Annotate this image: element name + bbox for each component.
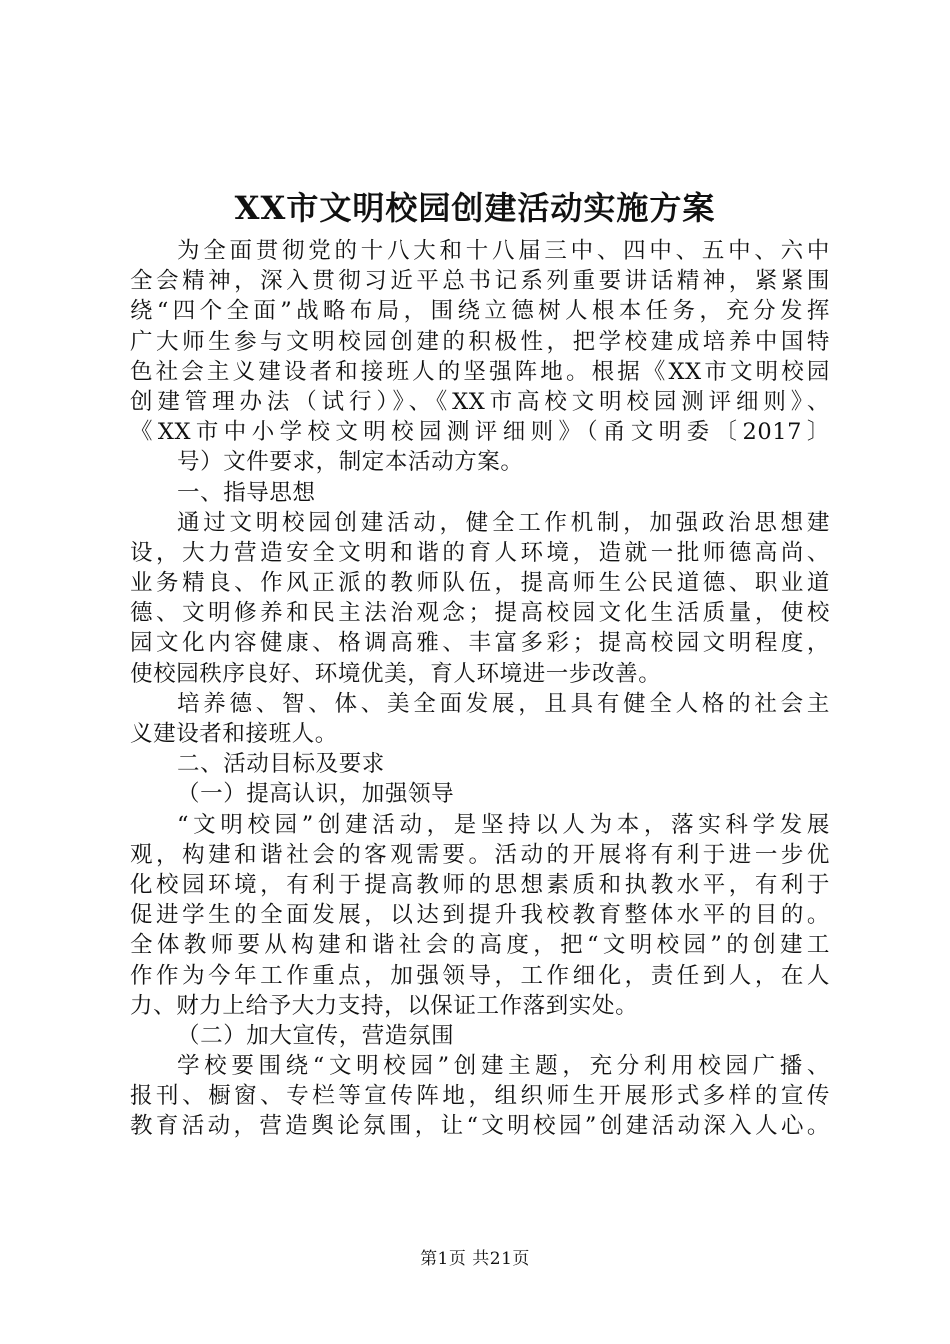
document-title: XX市文明校园创建活动实施方案 [234,189,716,227]
paragraph-line: 使校园秩序良好、环境优美，育人环境进一步改善。 [130,660,662,687]
paragraph-line: 全体教师要从构建和谐社会的高度，把“文明校园”的创建工 [130,932,830,959]
document-body [130,236,830,1142]
paragraph-line: 培养德、智、体、美全面发展，且具有健全人格的社会主 [177,690,830,717]
paragraph-line: 作作为今年工作重点，加强领导，工作细化，责任到人，在人 [130,962,830,989]
paragraph-line: 观，构建和谐社会的客观需要。活动的开展将有利于进一步优 [130,841,830,868]
paragraph-line: 学校要围绕“文明校园”创建主题，充分利用校园广播、 [177,1053,830,1080]
paragraph-line: “文明校园”创建活动，是坚持以人为本，落实科学发展 [177,811,830,838]
paragraph-line: 通过文明校园创建活动，健全工作机制，加强政治思想建 [177,509,830,536]
subsection-heading: （二）加大宣传，营造氛围 [177,1022,455,1049]
paragraph-line: 全会精神，深入贯彻习近平总书记系列重要讲话精神，紧紧围 [130,268,830,295]
section-heading: 一、指导思想 [177,479,316,506]
page-number-footer: 第1页 共21页 [420,1249,530,1269]
paragraph-line: 为全面贯彻党的十八大和十八届三中、四中、五中、六中 [177,238,830,264]
paragraph-line: 园文化内容健康、格调高雅、丰富多彩；提高校园文明程度， [130,630,830,657]
paragraph-line: 促进学生的全面发展，以达到提升我校教育整体水平的目的。 [130,902,830,929]
paragraph-line: 号）文件要求，制定本活动方案。 [177,449,524,476]
paragraph-line: 绕“四个全面”战略布局，围绕立德树人根本任务，充分发挥 [130,298,830,325]
paragraph-line: 创建管理办法（试行）》、《XX市高校文明校园测评细则》、 [130,388,830,415]
paragraph-line: 德、文明修养和民主法治观念；提高校园文化生活质量，使校 [130,600,830,627]
paragraph-line: 教育活动，营造舆论氛围，让“文明校园”创建活动深入人心。 [130,1113,830,1140]
paragraph-line: 化校园环境，有利于提高教师的思想素质和执教水平，有利于 [130,871,830,898]
paragraph-line: 《XX市中小学校文明校园测评细则》（甬文明委〔2017〕 [130,419,830,446]
paragraph-line: 力、财力上给予大力支持，以保证工作落到实处。 [130,992,639,1019]
paragraph-line: 义建设者和接班人。 [130,721,338,747]
section-heading: 二、活动目标及要求 [177,751,385,778]
paragraph-line: 广大师生参与文明校园创建的积极性，把学校建成培养中国特 [130,328,830,355]
paragraph-line: 业务精良、作风正派的教师队伍，提高师生公民道德、职业道 [130,570,830,597]
paragraph-line: 色社会主义建设者和接班人的坚强阵地。根据《XX市文明校园 [130,358,830,385]
paragraph-line: 设，大力营造安全文明和谐的育人环境，造就一批师德高尚、 [130,539,830,566]
subsection-heading: （一）提高认识，加强领导 [177,781,455,808]
paragraph-line: 报刊、橱窗、专栏等宣传阵地，组织师生开展形式多样的宣传 [130,1083,830,1110]
